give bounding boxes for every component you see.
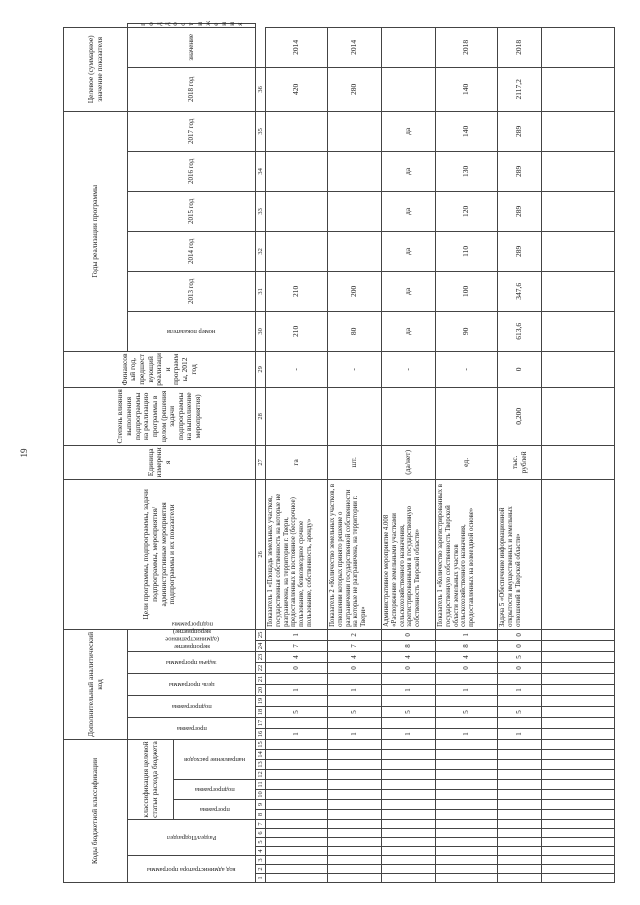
year-2015-cell: да [382,231,436,271]
table-cell [382,847,436,856]
col-number: 20 [256,684,266,695]
col-number: 23 [256,651,266,662]
year-2017-cell: 289 [498,151,542,191]
analytic-digit: 5 [498,706,542,717]
column-numbers-row [256,24,266,883]
table-cell [542,640,615,651]
analytic-digit: 1 [328,684,382,695]
fin-year-header: Финансовый год, предшествующий реализации программы, 2012 год [64,351,256,387]
analytic-digit: 1 [382,728,436,739]
budget-program-table-sheet [63,20,615,883]
target-value-cell [382,67,436,111]
analytic-digit: 0 [498,640,542,651]
fin-year-cell: - [382,351,436,387]
col-number: 22 [256,662,266,673]
year-2018-cell [266,111,328,151]
table-cell [266,739,328,749]
table-cell [542,820,615,829]
weight-header: Степень влияния выполнения подпрограммы на реализацию программы в целом (решения задачи подпрограммы на выполнение мероприятия) [64,387,256,445]
table-cell [542,865,615,874]
col-number: 31 [256,271,266,311]
table-cell [382,780,436,790]
analytic-digit: 8 [382,640,436,651]
year-2018-cell [328,111,382,151]
page-number: 19 [19,448,29,458]
table-cell [498,800,542,810]
col-number: 27 [256,445,266,479]
year-2015-cell [328,231,382,271]
table-cell [436,780,498,790]
table-cell [498,750,542,760]
year-2016-cell: 120 [436,191,498,231]
table-cell [328,780,382,790]
table-cell [436,856,498,865]
table-cell [542,27,615,67]
table-cell [266,750,328,760]
analytic-digit: 1 [498,728,542,739]
col-number: 34 [256,151,266,191]
task-description: Задача 5 «Обеспечение информационной открытости имущественных и земельных отношений в Тверской области» [498,479,542,629]
analytic-digit [436,717,498,728]
year-2013-cell: 210 [266,311,328,351]
table-cell [266,760,328,770]
col-number: 24 [256,640,266,651]
section-header: Раздел/Подраздел [128,820,256,856]
table-row [328,24,382,883]
analytic-digit [382,673,436,684]
table-cell [328,790,382,800]
analytic-digit: 0 [498,662,542,673]
table-cell [328,865,382,874]
year-2014-cell: 100 [436,271,498,311]
target-year-cell: 2018 [436,27,498,67]
activity-description: Административное мероприятие 4.008 «Распоряжение земельными участками сельскохозяйственного назначения, зарегистрированными в государственную собственность Тверской области» [382,479,436,629]
table-cell [266,820,328,829]
col-number: 5 [256,838,266,847]
year-2013-cell: 80 [328,311,382,351]
table-cell [542,479,615,629]
unit-cell: тыс. рублей [498,445,542,479]
table-cell [436,829,498,838]
analytic-digit: 0 [382,662,436,673]
col-number: 4 [256,847,266,856]
analytic-digit [382,695,436,706]
budget-codes-header: Коды бюджетной классификации [64,739,128,882]
col-number: 25 [256,629,266,640]
analytic-digit: 4 [266,651,328,662]
analytic-digit: 2 [328,629,382,640]
table-cell [542,800,615,810]
table-cell [542,760,615,770]
years-header: Годы реализации программы [64,111,128,351]
year-2013-cell: да [382,311,436,351]
analytic-digit: 1 [436,629,498,640]
table-cell [542,351,615,387]
col-number: 30 [256,311,266,351]
col-number: 1 [256,874,266,883]
year-2014-header: 2014 год [128,231,256,271]
col-number: 12 [256,771,264,778]
year-2015-cell [266,231,328,271]
analytic-digit: 7 [266,640,328,651]
analytic-digit: 5 [498,651,542,662]
table-cell [542,445,615,479]
table-cell [382,760,436,770]
table-cell [266,770,328,780]
table-cell [542,838,615,847]
table-cell [436,847,498,856]
table-cell [542,651,615,662]
analytic-digit: 1 [266,728,328,739]
year-2017-cell [266,151,328,191]
table-cell [382,820,436,829]
analytic-digit [498,673,542,684]
col-number: 11 [256,781,264,788]
table-row [436,24,498,883]
unit-cell: ед. [436,445,498,479]
table-cell [328,829,382,838]
table-cell [542,750,615,760]
analytic-digit [328,717,382,728]
weight-cell: 0,200 [498,387,542,445]
col-number: 26 [256,479,266,629]
analytic-digit: 4 [382,651,436,662]
target-class-header: классификация целевой статьи расхода бюджета [128,739,174,819]
col-number: 13 [256,761,264,768]
analytic-digit: 1 [266,629,328,640]
unit-cell: га [266,445,328,479]
table-cell [328,874,382,883]
table-row-empty [542,24,615,883]
table-cell [542,662,615,673]
fin-year-cell: - [328,351,382,387]
analytic-subprogram-header: подпрограмма [128,695,256,717]
analytic-activity-header: мероприятие (административное мероприятие) подпрограммы [128,629,256,651]
program-code-header: программа [174,800,256,820]
table-cell [436,790,498,800]
year-2017-header: 2017 год [128,111,256,151]
analytic-digit [498,695,542,706]
col-number: 15 [256,741,264,748]
col-number: 10 [256,791,264,798]
unit-cell: (да/нет) [382,445,436,479]
table-cell [542,271,615,311]
table-cell [266,810,328,820]
year-2015-header: 2015 год [128,191,256,231]
col-number: 6 [256,829,266,838]
year-2018-cell: 289 [498,111,542,151]
analytic-digit: 4 [328,651,382,662]
year-2016-header: 2016 год [128,151,256,191]
table-cell [266,829,328,838]
weight-cell [436,387,498,445]
target-value-cell: 140 [436,67,498,111]
table-cell [266,874,328,883]
header-row-1 [64,24,128,883]
table-cell [436,810,498,820]
table-cell [436,750,498,760]
year-2016-cell: 289 [498,191,542,231]
year-2017-cell [328,151,382,191]
table-cell [542,790,615,800]
table-cell [436,874,498,883]
table-cell [328,810,382,820]
year-2014-cell: 200 [328,271,382,311]
goal-description: Показатель 1 «Площадь земельных участков, государственная собственность на которые не разграничена, на территории г. Твери, предоставленных в постоянное (бессрочное) пользование, безвозмездное срочное пользование, собственность, аренду» [266,479,328,629]
analytic-digit [328,673,382,684]
analytic-digit [498,717,542,728]
analytic-digit: 1 [498,684,542,695]
table-cell [498,829,542,838]
table-cell [436,770,498,780]
year-2013-header: 2013 год [128,271,256,311]
target-value-cell: 280 [328,67,382,111]
col-number: 35 [256,111,266,151]
table-cell [436,820,498,829]
table-cell [498,856,542,865]
analytic-digit [328,695,382,706]
table-cell [382,800,436,810]
table-cell [436,760,498,770]
analytic-digit: 5 [382,706,436,717]
table-cell [328,739,382,749]
weight-cell [266,387,328,445]
fin-year-cell: - [266,351,328,387]
analytic-digit: 1 [266,684,328,695]
table-cell [542,387,615,445]
table-cell [266,838,328,847]
table-cell [498,874,542,883]
subprogram-code-header: подпрограмма [174,780,256,800]
col-number: 3 [256,856,266,865]
table-cell [542,770,615,780]
fin-year-cell: - [436,351,498,387]
year-2018-cell: 140 [436,111,498,151]
table-cell [498,820,542,829]
table-cell [436,865,498,874]
table-cell [266,865,328,874]
analytic-task-header: задача программы [128,651,256,673]
table-cell [542,684,615,695]
col-number: 36 [256,67,266,111]
table-cell [498,739,542,749]
table-cell [382,856,436,865]
target-header: Целевое (суммарное) значение показателя [64,27,128,111]
table-cell [542,728,615,739]
analytic-digit: 0 [382,629,436,640]
col-number: 17 [256,717,266,728]
table-cell [542,67,615,111]
table-cell [542,629,615,640]
table-cell [542,829,615,838]
table-cell [498,865,542,874]
year-2013-cell: 90 [436,311,498,351]
analytic-digit [266,717,328,728]
col-number: 33 [256,191,266,231]
analytic-code-header: Дополнительный аналитический код [64,629,128,739]
analytic-goal-header: цель программы [128,673,256,695]
table-cell [382,770,436,780]
col-number: 28 [256,387,266,445]
table-cell [266,856,328,865]
col-number: 8 [256,810,266,820]
col-number: 7 [256,820,266,829]
table-cell [498,838,542,847]
table-cell [328,760,382,770]
analytic-digit: 7 [328,640,382,651]
table-cell [328,770,382,780]
table-cell [542,695,615,706]
table-cell [382,810,436,820]
col-number: 16 [256,728,266,739]
table-cell [328,820,382,829]
table-cell [542,780,615,790]
goal-description: Показатель 1 «Количество зарегистрированных в государственную собственность Тверской области земельных участков сельскохозяйственного назначения, предоставленных на возмездной основе» [436,479,498,629]
target-year-header: год достижения [128,24,256,28]
analytic-digit: 8 [436,640,498,651]
analytic-indicator-header: номер показателя [128,311,256,351]
table-cell [542,739,615,749]
analytic-digit: 4 [436,651,498,662]
table-cell [542,151,615,191]
table-cell [498,847,542,856]
analytic-digit: 1 [436,684,498,695]
analytic-digit: 5 [436,706,498,717]
year-2017-cell: 130 [436,151,498,191]
unit-cell: шт. [328,445,382,479]
year-2014-cell: 347,6 [498,271,542,311]
year-2016-cell [328,191,382,231]
analytic-digit: 1 [436,728,498,739]
table-cell [436,838,498,847]
analytic-digit: 5 [328,706,382,717]
table-cell [542,856,615,865]
col-number: 2 [256,865,266,874]
analytic-digit: 1 [382,684,436,695]
analytic-digit [436,695,498,706]
year-2014-cell: 210 [266,271,328,311]
table-cell [328,856,382,865]
table-cell [328,838,382,847]
analytic-digit: 0 [266,662,328,673]
table-cell [382,739,436,749]
admin-code-header: код администратора программы [128,856,256,883]
table-cell [328,800,382,810]
analytic-digit [266,673,328,684]
table-cell [542,706,615,717]
target-value-header: значение [128,27,256,67]
goal-description: Показатель 2 «Количество земельных участков, в отношении которых принято решение о разграничении государственной собственности на которые не разграничена, на территории г. Твери» [328,479,382,629]
weight-cell [382,387,436,445]
expense-direction-header: направление расходов [174,739,256,779]
target-year-cell: 2018 [498,27,542,67]
col-number: 14 [256,751,264,758]
table-cell [382,838,436,847]
col-number: 18 [256,706,266,717]
fin-year-cell: 0 [498,351,542,387]
year-2016-cell: да [382,191,436,231]
table-cell [498,770,542,780]
year-2016-cell [266,191,328,231]
table-cell [436,800,498,810]
table-cell [542,231,615,271]
analytic-digit [436,673,498,684]
year-2015-cell: 289 [498,231,542,271]
analytic-digit: 0 [498,629,542,640]
analytic-digit: 5 [266,706,328,717]
col-number: 19 [256,695,266,706]
target-year-cell: 2014 [266,27,328,67]
table-row [382,24,436,883]
table-cell [382,750,436,760]
analytic-digit [266,695,328,706]
table-cell [498,760,542,770]
table-cell [498,780,542,790]
col-number: 21 [256,673,266,684]
analytic-digit [382,717,436,728]
year-2017-cell: да [382,151,436,191]
weight-cell [328,387,382,445]
table-cell [266,847,328,856]
table-cell [328,847,382,856]
analytic-program-header: программа [128,717,256,739]
table-row [266,24,328,883]
year-2018-cell: да [382,111,436,151]
table-cell [436,739,498,749]
table-cell [542,311,615,351]
table-cell [542,810,615,820]
year-2018-header: 2018 год [128,67,256,111]
program-indicators-table [63,20,615,883]
table-cell [328,750,382,760]
table-cell [266,790,328,800]
target-year-cell: 2014 [328,27,382,67]
col-number: 29 [256,351,266,387]
year-2015-cell: 110 [436,231,498,271]
table-cell [542,673,615,684]
analytic-digit: 1 [328,728,382,739]
unit-header: Единица измерения [64,445,256,479]
table-cell [266,780,328,790]
table-cell [266,800,328,810]
col-number: 32 [256,231,266,271]
table-cell [542,847,615,856]
table-cell [542,111,615,151]
table-cell [382,829,436,838]
table-cell [382,865,436,874]
table-cell [382,790,436,800]
year-2014-cell: да [382,271,436,311]
analytic-digit: 0 [328,662,382,673]
table-cell [542,191,615,231]
target-year-cell [382,27,436,67]
analytic-digit: 0 [436,662,498,673]
goals-header: Цели программы, подпрограммы, задачи подпрограммы, мероприятия/административные мероприятия подпрограммы и их показатели [64,479,256,629]
table-row [498,24,542,883]
table-cell [382,874,436,883]
table-cell [542,874,615,883]
target-value-cell: 420 [266,67,328,111]
table-cell [498,810,542,820]
target-value-cell: 2117,2 [498,67,542,111]
col-number: 9 [256,800,266,810]
table-cell [542,717,615,728]
year-2013-cell: 613,6 [498,311,542,351]
table-cell [498,790,542,800]
